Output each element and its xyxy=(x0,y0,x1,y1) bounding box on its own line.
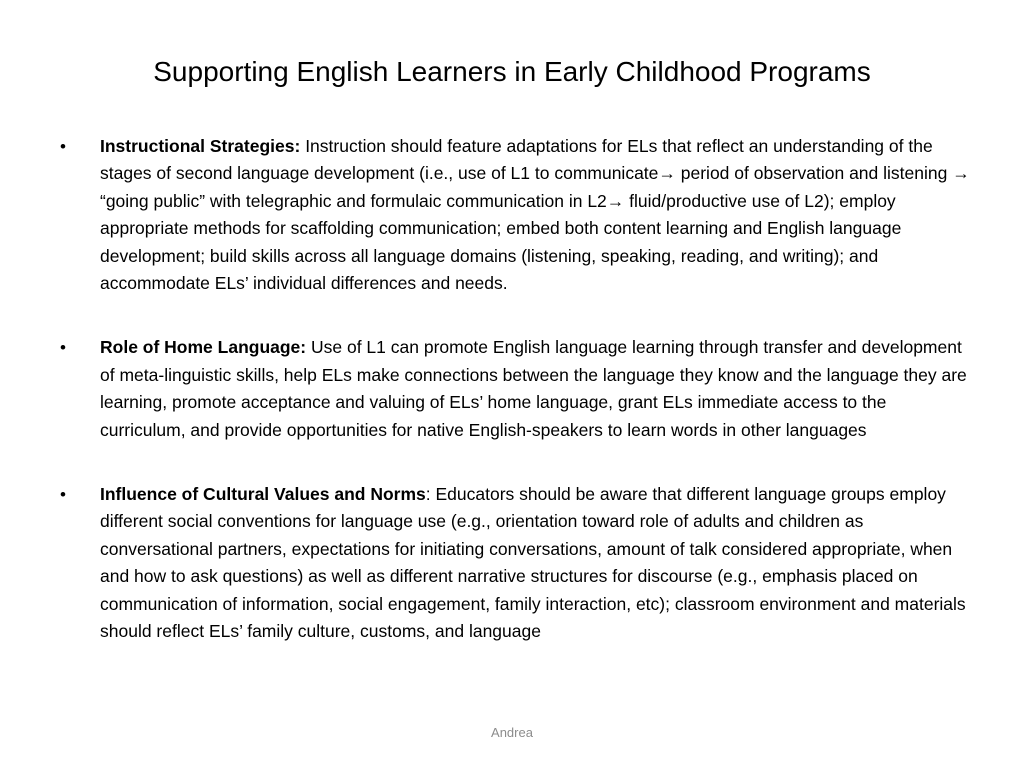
footer-author: Andrea xyxy=(491,725,533,740)
bullet-item-instructional-strategies xyxy=(57,133,972,297)
bullet-label: Role of Home Language: xyxy=(100,337,307,358)
bullet-item-role-of-home-language xyxy=(57,334,972,444)
bullet-icon: • xyxy=(60,485,66,505)
bullet-label: Instructional Strategies: xyxy=(100,136,301,156)
bullet-text: : Educators should be aware that different language groups employ different social conventions for language use (e.g., orientation toward role of adults and children as conversational partners, expectations for initiating conversations, amount of talk considered appropriate, when and how to ask questions) as well as different narrative structures for discourse (e.g., emphasis placed on communication of information, social engagement, family interaction, etc); classroom environment and materials should reflect ELs’ family culture, customs, and language xyxy=(100,484,966,642)
bullet-label: Influence of Cultural Values and Norms xyxy=(100,484,426,505)
slide-title: Supporting English Learners in Early Childhood Programs xyxy=(153,56,871,87)
bullet-icon: • xyxy=(60,338,66,358)
bullet-list xyxy=(57,133,972,683)
bullet-text: Use of L1 can promote English language learning through transfer and development of meta-linguistic skills, help ELs make connections between the language they know and the language they are learning, promote acceptance and valuing of ELs’ home language, grant ELs immediate access to the curriculum, and provide opportunities for native English-speakers to learn words in other languages xyxy=(100,337,967,440)
bullet-icon: • xyxy=(60,137,66,156)
bullet-item-cultural-values xyxy=(57,481,972,645)
bullet-text: Instruction should feature adaptations for ELs that reflect an understanding of the stages of second language development (i.e., use of L1 to communicate→ period of observation and listening → “going public” with telegraphic and formulaic communication in L2→ fluid/productive use of L2); employ appropriate methods for scaffolding communication; embed both content learning and English language development; build skills across all language domains (listening, speaking, reading, and writing); and accommodate ELs’ individual differences and needs. xyxy=(100,136,970,294)
